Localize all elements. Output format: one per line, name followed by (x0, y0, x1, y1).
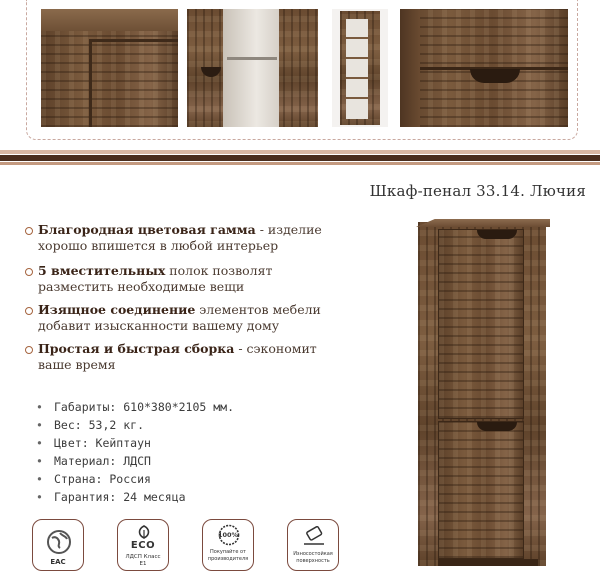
badge-label: EAC (50, 558, 66, 566)
spec-list (36, 398, 234, 506)
feature-text: - изделие (255, 222, 322, 237)
spec-dimensions: • Габариты: 610*380*2105 мм. (36, 400, 235, 414)
feature-highlight: Простая и быстрая сборка (38, 341, 235, 356)
feature-text: - сэкономит (234, 341, 317, 356)
feature-highlight: 5 вместительных (38, 263, 166, 278)
spec-weight: • Вес: 53,2 кг. (36, 418, 145, 432)
feature-text-line2: ваше время (38, 357, 116, 372)
feature-highlight: Изящное соединение (38, 302, 196, 317)
product-title: Шкаф-пенал 33.14. Лючия (369, 182, 586, 200)
spec-country: • Страна: Россия (36, 472, 151, 486)
feature-bullet-icon (25, 268, 33, 276)
feature-text: элементов мебели (195, 302, 321, 317)
badge-label: Покупайте от производителя (207, 549, 249, 562)
feature-item (38, 263, 328, 295)
spec-warranty: • Гарантия: 24 месяца (36, 490, 186, 504)
corner-top-surface (41, 9, 178, 31)
badge-eco (117, 519, 169, 571)
eraser-surface-icon (302, 526, 326, 546)
cabinet-interior (223, 9, 279, 127)
badge-label: ЛДСП Класс Е1 (125, 554, 161, 567)
cabinet-upper-door (438, 229, 524, 419)
badge-title: ECO (130, 540, 156, 551)
spec-color: • Цвет: Кейптаун (36, 436, 151, 450)
shelf-line (346, 57, 368, 59)
product-image (416, 219, 550, 568)
feature-text-line2: разместить необходимые вещи (38, 279, 245, 294)
feature-bullet-icon (25, 227, 33, 235)
photo-open-door[interactable] (187, 9, 318, 127)
badge-title: 100% (217, 531, 239, 539)
feature-text-line2: добавит изысканности вашему дому (38, 318, 280, 333)
shelf-line (346, 37, 368, 39)
badge-wear-resistant (287, 519, 339, 571)
interior-shelf (227, 57, 277, 60)
feature-item (38, 302, 328, 334)
handle-cutout (470, 69, 520, 83)
separator-band (0, 155, 600, 161)
separator-band (0, 162, 600, 165)
photo-full-cabinet[interactable] (332, 9, 388, 127)
photo-handle-detail[interactable] (400, 9, 568, 127)
shelf-line (346, 77, 368, 79)
feature-item (38, 222, 328, 254)
feature-highlight: Благородная цветовая гамма (38, 222, 256, 237)
feature-bullet-icon (25, 307, 33, 315)
feature-text-line2: хорошо впишется в любой интерьер (38, 238, 279, 253)
cabinet-top (416, 219, 550, 227)
cabinet-open-interior (346, 19, 368, 119)
cabinet-lower-door (438, 421, 524, 559)
door-edge (89, 39, 178, 127)
cabinet-side-panel (400, 9, 420, 127)
upper-door-handle (477, 230, 517, 239)
badge-eac (32, 519, 84, 571)
eco-leaf-icon (136, 525, 152, 539)
door-handle-cutout (201, 67, 221, 77)
badge-label: Износостойкая поверхность (293, 551, 333, 564)
eac-globe-icon (46, 529, 72, 555)
feature-item (38, 341, 328, 373)
cabinet-plinth (438, 559, 538, 566)
separator-band (0, 150, 600, 154)
shelf-line (346, 97, 368, 99)
badge-manufacturer (202, 519, 254, 571)
feature-text: полок позволят (165, 263, 273, 278)
feature-bullet-icon (25, 346, 33, 354)
spec-material: • Материал: ЛДСП (36, 454, 151, 468)
photo-corner-detail[interactable] (41, 9, 178, 127)
lower-door-handle (477, 422, 517, 431)
